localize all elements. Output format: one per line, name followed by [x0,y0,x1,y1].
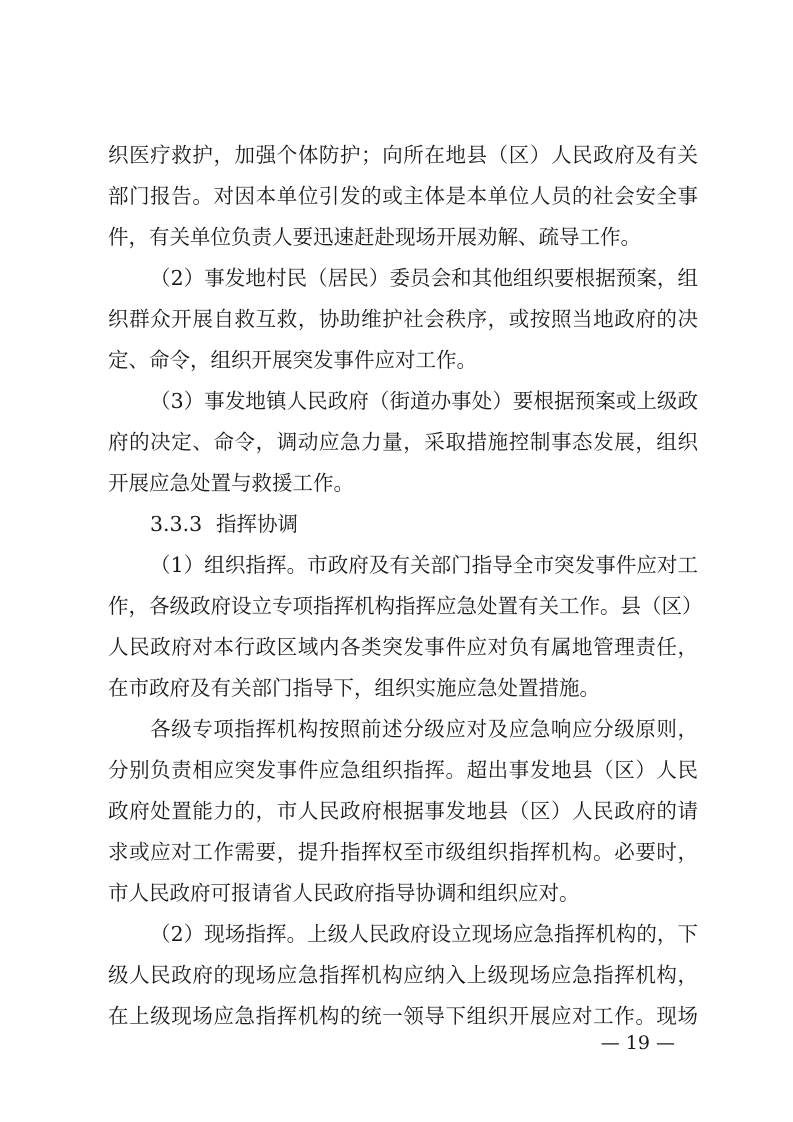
text-line: 求或应对工作需要，提升指挥权至市级组织指挥机构。必要时， [108,840,698,864]
paragraph-first-line: （2）事发地村民（居民）委员会和其他组织要根据预案，组 [150,266,698,290]
text-line: 府的决定、命令，调动应急力量，采取措施控制事态发展，组织 [108,430,698,454]
paragraph-first-line: 各级专项指挥机构按照前述分级应对及应急响应分级原则， [150,717,698,741]
text-line: 开展应急处置与救援工作。 [108,471,354,495]
section-heading [150,504,698,544]
paragraph-first-line: （3）事发地镇人民政府（街道办事处）要根据预案或上级政 [150,389,698,413]
text-line: 人民政府对本行政区域内各类突发事件应对负有属地管理责任， [108,635,698,659]
text-line: 级人民政府的现场应急指挥机构应纳入上级现场应急指挥机构， [108,963,698,987]
text-line: 织医疗救护，加强个体防护；向所在地县（区）人民政府及有关 [108,143,698,167]
text-line: 件，有关单位负责人要迅速赶赴现场开展劝解、疏导工作。 [108,225,641,249]
text-line: 在市政府及有关部门指导下，组织实施应急处置措施。 [108,676,600,700]
text-line: 政府处置能力的，市人民政府根据事发地县（区）人民政府的请 [108,799,698,823]
text-line: 在上级现场应急指挥机构的统一领导下组织开展应对工作。现场 [108,1004,698,1028]
text-line: 定、命令，组织开展突发事件应对工作。 [108,348,477,372]
page-number: — 19 — [600,1032,675,1054]
paragraph-first-line: （1）组织指挥。市政府及有关部门指导全市突发事件应对工 [150,553,698,577]
text-line: 作，各级政府设立专项指挥机构指挥应急处置有关工作。县（区） [108,594,703,618]
paragraph-first-line: （2）现场指挥。上级人民政府设立现场应急指挥机构的，下 [150,922,698,946]
text-line: 分别负责相应突发事件应急组织指挥。超出事发地县（区）人民 [108,758,698,782]
text-line: 织群众开展自救互救，协助维护社会秩序，或按照当地政府的决 [108,307,698,331]
text-line: 市人民政府可报请省人民政府指导协调和组织应对。 [108,881,580,905]
section-title: 指挥协调 [216,512,298,536]
text-line: 部门报告。对因本单位引发的或主体是本单位人员的社会安全事 [108,184,698,208]
section-number: 3.3.3 [150,512,203,536]
